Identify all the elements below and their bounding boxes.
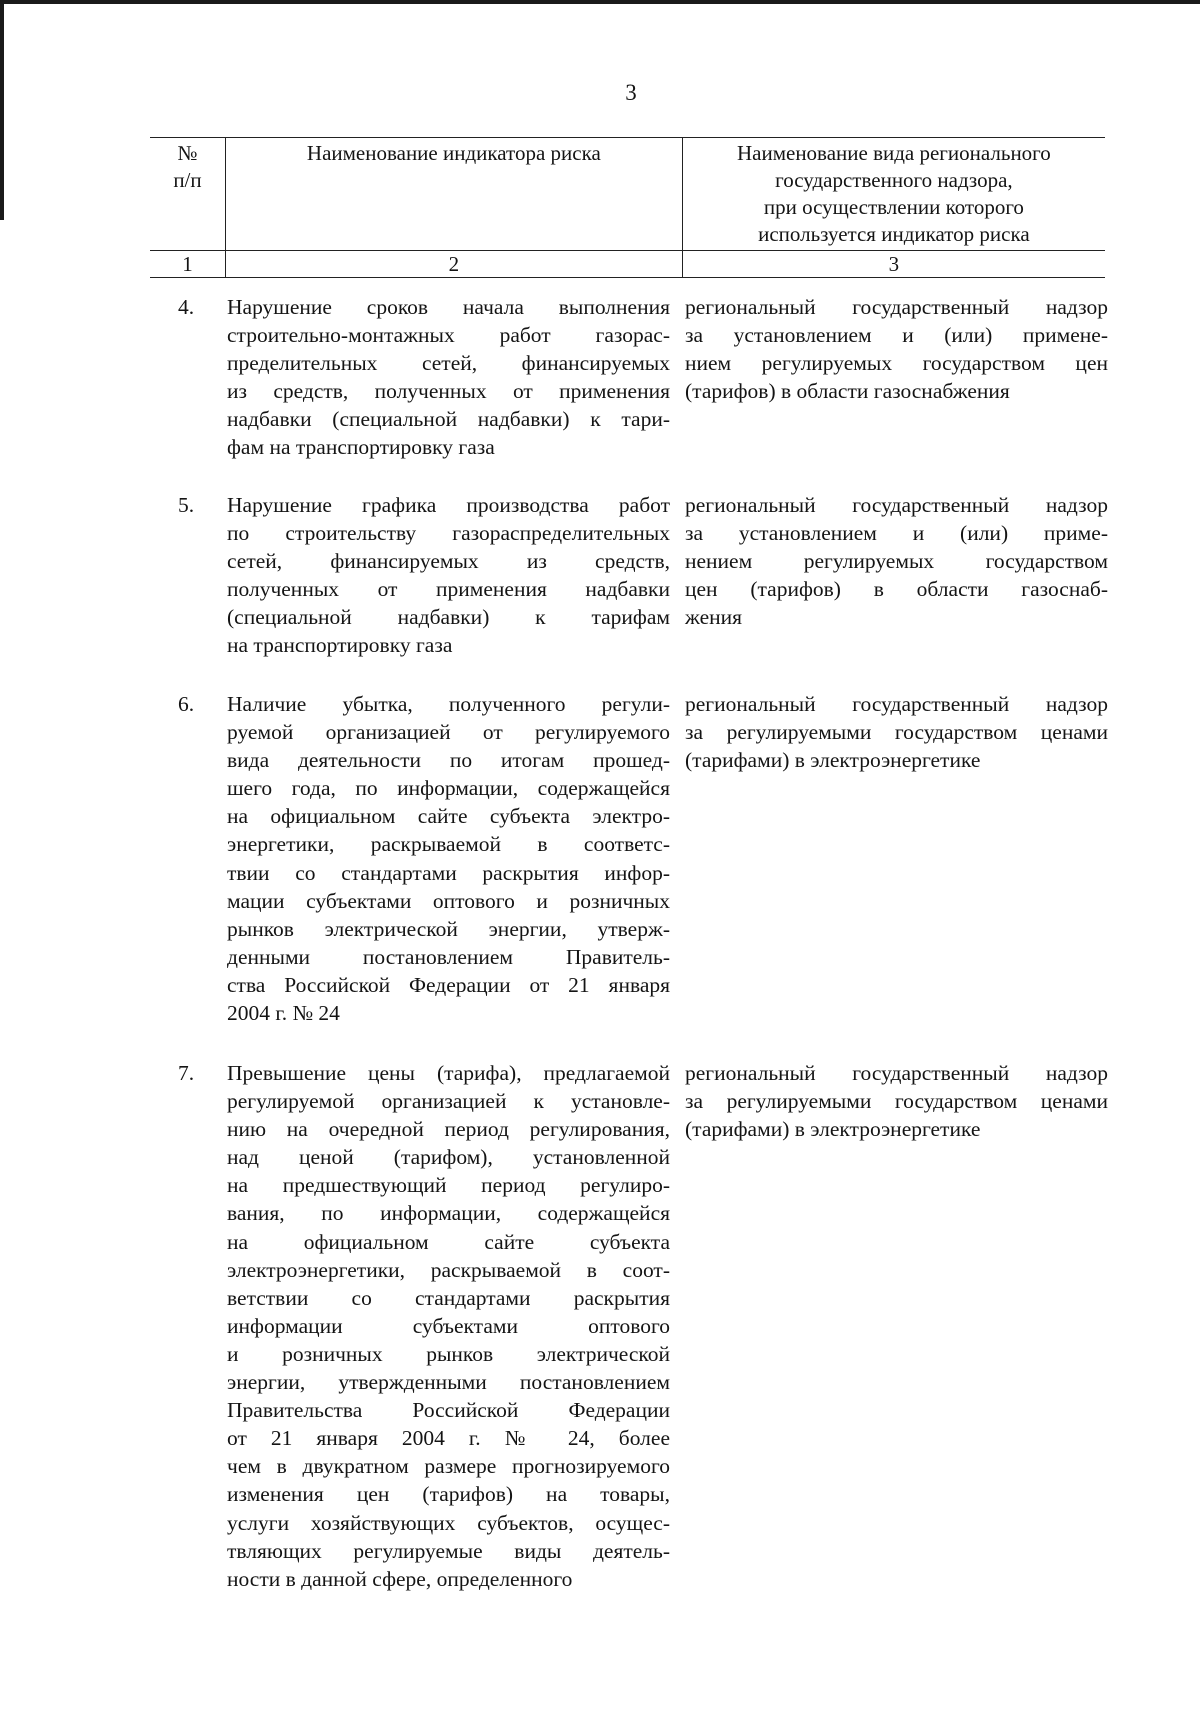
text-line: за регулируемыми государством ценами bbox=[685, 1089, 1108, 1114]
header-col-number bbox=[150, 138, 225, 251]
header-col-supervision bbox=[682, 138, 1105, 251]
text-line: полученных от применения надбавки bbox=[227, 577, 670, 602]
text-line: от 21 января 2004 г. № 24, более bbox=[227, 1426, 670, 1451]
header-numbering-3: 3 bbox=[682, 251, 1105, 278]
text-line: рынков электрической энергии, утверж- bbox=[227, 916, 670, 941]
scan-edge-top bbox=[0, 0, 1200, 4]
row-number: 6. bbox=[178, 692, 195, 716]
text-line: информации субъектами оптового bbox=[227, 1313, 670, 1338]
text-line: цен (тарифов) в области газоснаб- bbox=[685, 577, 1108, 602]
text-line: мации субъектами оптового и розничных bbox=[227, 888, 670, 913]
text-line: нием регулируемых государством цен bbox=[685, 351, 1108, 376]
text-line: денными постановлением Правитель- bbox=[227, 944, 670, 969]
header-numbering-1: 1 bbox=[150, 251, 225, 278]
text-line: руемой организацией от регулируемого bbox=[227, 720, 670, 745]
header-col-supervision-line: государственного надзора, bbox=[775, 168, 1013, 192]
header-col-number-line: п/п bbox=[173, 168, 202, 192]
row-supervision bbox=[685, 1059, 1108, 1143]
header-col-supervision-line: при осуществлении которого bbox=[763, 195, 1024, 219]
text-line: Наличие убытка, полученного регули- bbox=[227, 692, 670, 716]
text-line: на официальном сайте субъекта электро- bbox=[227, 804, 670, 829]
text-line: Нарушение графика производства работ bbox=[227, 493, 670, 517]
text-line: сетей, финансируемых из средств, bbox=[227, 549, 670, 574]
text-line: региональный государственный надзор bbox=[685, 295, 1108, 319]
text-line: на транспортировку газа bbox=[227, 633, 453, 658]
text-line: ветствии со стандартами раскрытия bbox=[227, 1285, 670, 1310]
text-line: региональный государственный надзор bbox=[685, 493, 1108, 517]
scan-edge-left bbox=[0, 0, 4, 220]
text-line: электроэнергетики, раскрываемой в соот- bbox=[227, 1257, 670, 1282]
text-line: услуги хозяйствующих субъектов, осущес- bbox=[227, 1510, 670, 1535]
page-number: 3 bbox=[625, 80, 637, 105]
text-line: изменения цен (тарифов) на товары, bbox=[227, 1482, 670, 1507]
text-line: региональный государственный надзор bbox=[685, 1061, 1108, 1085]
text-line: (тарифами) в электроэнергетике bbox=[685, 748, 981, 773]
text-line: (тарифов) в области газоснабжения bbox=[685, 379, 1010, 404]
text-line: нением регулируемых государством bbox=[685, 549, 1108, 574]
text-line: Нарушение сроков начала выполнения bbox=[227, 295, 670, 319]
header-col-supervision-line: используется индикатор риска bbox=[758, 222, 1030, 246]
header-col-indicator: Наименование индикатора риска bbox=[225, 138, 682, 251]
text-line: твляющих регулируемые виды деятель- bbox=[227, 1538, 670, 1563]
text-line: вания, по информации, содержащейся bbox=[227, 1201, 670, 1226]
text-line: твии со стандартами раскрытия инфор- bbox=[227, 860, 670, 885]
text-line: шего года, по информации, содержащейся bbox=[227, 776, 670, 801]
text-line: жения bbox=[685, 605, 743, 630]
row-indicator bbox=[227, 491, 670, 660]
text-line: на официальном сайте субъекта bbox=[227, 1229, 670, 1254]
text-line: Правительства Российской Федерации bbox=[227, 1398, 670, 1423]
text-line: ности в данной сфере, определенного bbox=[227, 1566, 573, 1591]
row-supervision bbox=[685, 491, 1108, 631]
text-line: по строительству газораспределительных bbox=[227, 521, 670, 546]
text-line: фам на транспортировку газа bbox=[227, 435, 495, 460]
text-line: (специальной надбавки) к тарифам bbox=[227, 605, 670, 630]
text-line: регулируемой организацией к установле- bbox=[227, 1089, 670, 1114]
text-line: за регулируемыми государством ценами bbox=[685, 720, 1108, 745]
text-line: пределительных сетей, финансируемых bbox=[227, 351, 670, 376]
text-line: и розничных рынков электрической bbox=[227, 1341, 670, 1366]
text-line: нию на очередной период регулирования, bbox=[227, 1117, 670, 1142]
text-line: над ценой (тарифом), установленной bbox=[227, 1145, 670, 1170]
table-header bbox=[150, 137, 1105, 278]
header-col-number-line: № bbox=[177, 141, 198, 165]
text-line: Превышение цены (тарифа), предлагаемой bbox=[227, 1061, 670, 1085]
row-supervision bbox=[685, 293, 1108, 405]
text-line: на предшествующий период регулиро- bbox=[227, 1173, 670, 1198]
header-numbering-2: 2 bbox=[225, 251, 682, 278]
text-line: энергетики, раскрываемой в соответс- bbox=[227, 832, 670, 857]
text-line: энергии, утвержденными постановлением bbox=[227, 1370, 670, 1395]
text-line: из средств, полученных от применения bbox=[227, 379, 670, 404]
text-line: региональный государственный надзор bbox=[685, 692, 1108, 716]
text-line: строительно-монтажных работ газорас- bbox=[227, 323, 670, 348]
text-line: (тарифами) в электроэнергетике bbox=[685, 1117, 981, 1142]
text-line: за установлением и (или) примене- bbox=[685, 323, 1108, 348]
row-number: 4. bbox=[178, 295, 195, 319]
text-line: ства Российской Федерации от 21 января bbox=[227, 972, 670, 997]
text-line: надбавки (специальной надбавки) к тари- bbox=[227, 407, 670, 432]
row-indicator bbox=[227, 1059, 670, 1593]
text-line: чем в двукратном размере прогнозируемого bbox=[227, 1454, 670, 1479]
text-line: вида деятельности по итогам прошед- bbox=[227, 748, 670, 773]
row-indicator bbox=[227, 690, 670, 1027]
row-number: 7. bbox=[178, 1061, 195, 1085]
row-number: 5. bbox=[178, 493, 195, 517]
text-line: 2004 г. № 24 bbox=[227, 1001, 340, 1026]
row-indicator bbox=[227, 293, 670, 462]
header-col-supervision-line: Наименование вида регионального bbox=[736, 141, 1051, 165]
text-line: за установлением и (или) приме- bbox=[685, 521, 1108, 546]
row-supervision bbox=[685, 690, 1108, 774]
